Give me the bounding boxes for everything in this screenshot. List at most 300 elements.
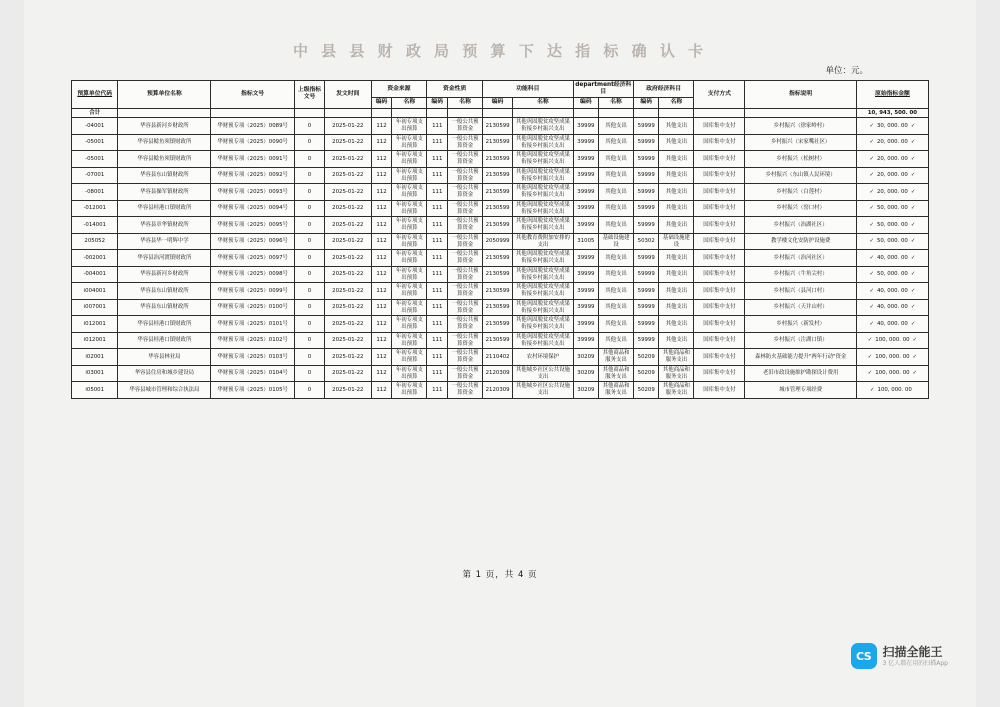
fund-source-code: 112 [371,217,392,234]
fund-source-code: 112 [371,184,392,201]
issue-date: 2025-01-22 [325,299,371,316]
dept-code: 39999 [573,151,599,168]
issue-date: 2025-01-22 [325,349,371,366]
upper-indicator-no: 0 [294,316,324,333]
amount-value: 40, 000. 00 [877,287,908,294]
fund-nature-code: 111 [427,266,448,283]
dept-name: 其他支出 [599,217,634,234]
check-mark-icon-left: ✓ [869,188,874,195]
unit-name: 华容县新河乡财政所 [118,266,211,283]
unit-note: 单位：元。 [825,66,868,76]
unit-name: 华容县鲶鱼须镇财政所 [118,134,211,151]
func-code: 2130599 [483,167,513,184]
payment-method: 国库集中支付 [694,118,745,135]
indicator-desc: 森林防火基础能力提升"两年行动"资金 [745,349,856,366]
unit-code: -05001 [72,134,118,151]
issue-date: 2025-01-22 [325,250,371,267]
total-row [72,108,929,118]
amount-value: 30, 000. 00 [877,122,908,129]
unit-code: -04001 [72,118,118,135]
check-mark-icon-left: ✓ [869,287,874,294]
func-code: 2130599 [483,266,513,283]
gov-code: 59999 [633,299,659,316]
func-name: 农村环境保护 [513,349,573,366]
original-amount [856,299,928,316]
fund-source-code: 112 [371,365,392,382]
issue-date: 2025-01-22 [325,233,371,250]
gov-name: 其他支出 [659,200,694,217]
fund-nature-name: 一般公共预算资金 [448,299,483,316]
fund-source-name: 年初专项支出预算 [392,151,427,168]
dept-code: 39999 [573,299,599,316]
issue-date: 2025-01-22 [325,217,371,234]
th-dept-code: 编码 [573,98,599,108]
unit-code: i007001 [72,299,118,316]
unit-name: 华容县桂港口镇财政所 [118,316,211,333]
func-code: 2120309 [483,382,513,399]
func-name: 其他巩固脱贫攻坚成果衔接乡村振兴支出 [513,151,573,168]
gov-name: 其他商品和服务支出 [659,349,694,366]
issue-date: 2025-01-22 [325,266,371,283]
fund-nature-code: 111 [427,217,448,234]
upper-indicator-no: 0 [294,266,324,283]
total-label: 合计 [72,108,118,118]
indicator-no: 华财预专项（2025）0103号 [211,349,295,366]
fund-source-code: 112 [371,283,392,300]
dept-name: 其他支出 [599,118,634,135]
unit-code: -08001 [72,184,118,201]
func-code: 2130599 [483,299,513,316]
original-amount [856,283,928,300]
original-amount [856,167,928,184]
th-fund-source-code: 编码 [371,98,392,108]
unit-name: 华容县华一明辉中学 [118,233,211,250]
issue-date: 2025-01-22 [325,283,371,300]
th-upper-indicator-no: 上级指标文号 [294,81,324,109]
dept-code: 31005 [573,233,599,250]
fund-source-name: 年初专项支出预算 [392,217,427,234]
func-code: 2050999 [483,233,513,250]
amount-value: 20, 000. 00 [877,188,908,195]
unit-name: 华容县林业局 [118,349,211,366]
fund-source-code: 112 [371,118,392,135]
func-code: 2110402 [483,349,513,366]
check-mark-icon-right: ✓ [910,287,916,294]
fund-source-name: 年初专项支出预算 [392,167,427,184]
gov-code: 50209 [633,349,659,366]
table-row [72,217,929,234]
check-mark-icon-left: ✓ [869,122,874,129]
unit-name: 华容县操军镇财政所 [118,184,211,201]
unit-code: i03001 [72,365,118,382]
table-row [72,200,929,217]
dept-name: 其他支出 [599,200,634,217]
fund-source-name: 年初专项支出预算 [392,184,427,201]
gov-code: 59999 [633,266,659,283]
upper-indicator-no: 0 [294,349,324,366]
indicator-no: 华财预专项（2025）0091号 [211,151,295,168]
table-row [72,349,929,366]
fund-source-name: 年初专项支出预算 [392,316,427,333]
dept-name: 其他支出 [599,266,634,283]
amount-value: 20, 000. 00 [877,172,908,179]
check-mark-icon-right: ✓ [910,271,916,278]
fund-nature-code: 111 [427,250,448,267]
unit-name: 华容县东山镇财政所 [118,167,211,184]
check-mark-icon-left: ✓ [869,155,874,162]
fund-nature-code: 111 [427,283,448,300]
amount-value: 100, 000. 00 [875,370,910,377]
fund-source-code: 112 [371,233,392,250]
dept-code: 39999 [573,134,599,151]
original-amount [856,332,928,349]
dept-code: 39999 [573,316,599,333]
check-mark-icon-right: ✓ [910,205,916,212]
func-name: 其他城乡社区公共设施支出 [513,365,573,382]
unit-name: 华容县章华镇财政所 [118,217,211,234]
fund-nature-code: 111 [427,299,448,316]
gov-code: 59999 [633,118,659,135]
issue-date: 2025-01-22 [325,151,371,168]
table-row [72,365,929,382]
fund-source-code: 112 [371,349,392,366]
gov-name: 其他支出 [659,283,694,300]
dept-name: 其他商品和服务支出 [599,365,634,382]
indicator-no: 华财预专项（2025）0098号 [211,266,295,283]
camscanner-logo-icon: CS [851,643,877,669]
gov-code: 59999 [633,283,659,300]
upper-indicator-no: 0 [294,200,324,217]
original-amount [856,266,928,283]
table-row [72,316,929,333]
func-name: 其他巩固脱贫攻坚成果衔接乡村振兴支出 [513,283,573,300]
unit-code: i05001 [72,382,118,399]
th-budget-unit-name: 预算单位名称 [118,81,211,109]
unit-name: 华容县新河乡财政所 [118,118,211,135]
func-name: 其他教育费附加安排的支出 [513,233,573,250]
upper-indicator-no: 0 [294,365,324,382]
check-mark-icon-left: ✓ [867,353,873,360]
gov-name: 其他支出 [659,266,694,283]
fund-nature-name: 一般公共预算资金 [448,316,483,333]
unit-name: 华容县鲶鱼须镇财政所 [118,151,211,168]
unit-name: 华容县住房和城乡建设局 [118,365,211,382]
amount-value: 40, 000. 00 [877,304,908,311]
func-name: 其他巩固脱贫攻坚成果衔接乡村振兴支出 [513,316,573,333]
dept-code: 39999 [573,332,599,349]
fund-nature-name: 一般公共预算资金 [448,200,483,217]
unit-name: 华容县桂港口镇财政所 [118,332,211,349]
dept-name: 基础设施建设 [599,233,634,250]
payment-method: 国库集中支付 [694,382,745,399]
fund-nature-name: 一般公共预算资金 [448,134,483,151]
upper-indicator-no: 0 [294,382,324,399]
fund-nature-name: 一般公共预算资金 [448,266,483,283]
th-issue-date: 发文时间 [325,81,371,109]
dept-code: 30209 [573,382,599,399]
th-indicator-desc: 指标说明 [745,81,856,109]
dept-code: 39999 [573,266,599,283]
indicator-no: 华财预专项（2025）0102号 [211,332,295,349]
indicator-no: 华财预专项（2025）0089号 [211,118,295,135]
indicator-desc: 乡村振兴（宋家嘴社区） [745,134,856,151]
func-code: 2130599 [483,332,513,349]
gov-name: 其他支出 [659,316,694,333]
fund-source-name: 年初专项支出预算 [392,283,427,300]
dept-code: 39999 [573,167,599,184]
original-amount [856,316,928,333]
check-mark-icon-left: ✓ [870,386,875,393]
th-functional-subject: 功能科目 [483,81,574,98]
indicator-no: 华财预专项（2025）0099号 [211,283,295,300]
payment-method: 国库集中支付 [694,233,745,250]
unit-code: i004001 [72,283,118,300]
check-mark-icon-left: ✓ [867,337,873,344]
fund-nature-name: 一般公共预算资金 [448,151,483,168]
th-gov-name: 名称 [659,98,694,108]
issue-date: 2025-01-22 [325,184,371,201]
check-mark-icon-left: ✓ [869,254,874,261]
table-row [72,184,929,201]
fund-nature-code: 111 [427,200,448,217]
dept-name: 其他商品和服务支出 [599,382,634,399]
total-amount: 10, 943, 500. 00 [856,108,928,118]
gov-code: 59999 [633,167,659,184]
gov-name: 其他商品和服务支出 [659,382,694,399]
check-mark-icon-right: ✓ [910,254,916,261]
gov-code: 50302 [633,233,659,250]
fund-nature-name: 一般公共预算资金 [448,332,483,349]
indicator-desc: 乡村振兴（治河社区） [745,250,856,267]
unit-code: -004001 [72,266,118,283]
fund-nature-code: 111 [427,134,448,151]
fund-source-name: 年初专项支出预算 [392,134,427,151]
payment-method: 国库集中支付 [694,332,745,349]
original-amount [856,349,928,366]
unit-code: -05001 [72,151,118,168]
func-name: 其他巩固脱贫攻坚成果衔接乡村振兴支出 [513,118,573,135]
amount-value: 50, 000. 00 [877,205,908,212]
gov-code: 59999 [633,332,659,349]
fund-nature-name: 一般公共预算资金 [448,167,483,184]
dept-name: 其他支出 [599,134,634,151]
dept-code: 39999 [573,200,599,217]
original-amount [856,365,928,382]
payment-method: 国库集中支付 [694,349,745,366]
check-mark-icon-left: ✓ [869,172,874,179]
original-amount [856,233,928,250]
fund-nature-name: 一般公共预算资金 [448,217,483,234]
table-head [72,81,929,109]
indicator-desc: 乡村振兴（县河口村） [745,283,856,300]
gov-code: 59999 [633,151,659,168]
fund-source-code: 112 [371,151,392,168]
gov-code: 59999 [633,184,659,201]
indicator-desc: 乡村振兴（东山镇人民环境） [745,167,856,184]
upper-indicator-no: 0 [294,118,324,135]
gov-name: 其他支出 [659,167,694,184]
func-name: 其他巩固脱贫攻坚成果衔接乡村振兴支出 [513,200,573,217]
fund-source-name: 年初专项支出预算 [392,332,427,349]
unit-code: -002001 [72,250,118,267]
fund-nature-name: 一般公共预算资金 [448,365,483,382]
upper-indicator-no: 0 [294,184,324,201]
th-fund-source: 资金来源 [371,81,427,98]
amount-value: 100, 000. 00 [877,386,912,393]
fund-nature-name: 一般公共预算资金 [448,250,483,267]
dept-code: 39999 [573,184,599,201]
amount-value: 20, 000. 00 [877,155,908,162]
amount-value: 50, 000. 00 [877,238,908,245]
th-original-amount: 原始指标金额 [856,81,928,109]
th-fund-source-name: 名称 [392,98,427,108]
header-row-1 [72,81,929,98]
issue-date: 2025-01-22 [325,332,371,349]
func-code: 2130599 [483,250,513,267]
fund-source-code: 112 [371,316,392,333]
indicator-desc: 乡村振兴（徐家岭村） [745,118,856,135]
check-mark-icon-right: ✓ [910,139,916,146]
fund-nature-name: 一般公共预算资金 [448,118,483,135]
gov-name: 其他支出 [659,151,694,168]
dept-name: 其他支出 [599,184,634,201]
fund-source-name: 年初专项支出预算 [392,233,427,250]
check-mark-icon-left: ✓ [867,370,873,377]
fund-nature-name: 一般公共预算资金 [448,233,483,250]
issue-date: 2025-01-22 [325,167,371,184]
check-mark-icon-right: ✓ [910,155,916,162]
fund-source-code: 112 [371,250,392,267]
indicator-desc: 乡村振兴（白莲村） [745,184,856,201]
indicator-desc: 城市管理专项经费 [745,382,856,399]
issue-date: 2025-01-22 [325,382,371,399]
fund-nature-name: 一般公共预算资金 [448,283,483,300]
payment-method: 国库集中支付 [694,134,745,151]
gov-name: 其他商品和服务支出 [659,365,694,382]
check-mark-icon-left: ✓ [869,304,874,311]
func-code: 2130599 [483,283,513,300]
check-mark-icon-left: ✓ [869,205,874,212]
th-func-code: 编码 [483,98,513,108]
func-code: 2130599 [483,151,513,168]
func-name: 其他巩固脱贫攻坚成果衔接乡村振兴支出 [513,332,573,349]
unit-code: -012001 [72,200,118,217]
unit-name: 华容县治河渡镇财政所 [118,250,211,267]
upper-indicator-no: 0 [294,299,324,316]
indicator-no: 华财预专项（2025）0101号 [211,316,295,333]
original-amount [856,134,928,151]
payment-method: 国库集中支付 [694,217,745,234]
unit-code: -07001 [72,167,118,184]
dept-code: 39999 [573,250,599,267]
scanned-sheet [24,0,976,707]
fund-source-name: 年初专项支出预算 [392,365,427,382]
fund-source-name: 年初专项支出预算 [392,118,427,135]
amount-value: 40, 000. 00 [877,320,908,327]
check-mark-icon-right: ✓ [910,304,916,311]
dept-code: 39999 [573,118,599,135]
check-mark-icon-left: ✓ [869,139,874,146]
th-payment-method: 支付方式 [694,81,745,109]
page-title: 中 县 县 财 政 局 预 算 下 达 指 标 确 认 卡 [292,42,708,60]
gov-code: 59999 [633,200,659,217]
gov-code: 50209 [633,382,659,399]
gov-name: 其他支出 [659,184,694,201]
watermark-subtitle: 3 亿人都在用的扫描App [882,659,948,667]
check-mark-icon-right: ✓ [912,370,918,377]
dept-name: 其他支出 [599,283,634,300]
upper-indicator-no: 0 [294,233,324,250]
fund-nature-code: 111 [427,233,448,250]
unit-code: i012001 [72,332,118,349]
payment-method: 国库集中支付 [694,283,745,300]
func-name: 其他巩固脱贫攻坚成果衔接乡村振兴支出 [513,134,573,151]
dept-name: 其他支出 [599,250,634,267]
check-mark-icon-right: ✓ [912,337,918,344]
dept-code: 39999 [573,283,599,300]
amount-value: 20, 000. 00 [877,139,908,146]
original-amount [856,382,928,399]
func-name: 其他巩固脱贫攻坚成果衔接乡村振兴支出 [513,250,573,267]
original-amount [856,217,928,234]
check-mark-icon-left: ✓ [869,271,874,278]
func-code: 2130599 [483,217,513,234]
check-mark-icon-right: ✓ [910,320,916,327]
gov-name: 其他支出 [659,332,694,349]
payment-method: 国库集中支付 [694,365,745,382]
check-mark-icon-right: ✓ [910,172,916,179]
dept-code: 30209 [573,365,599,382]
fund-nature-code: 111 [427,316,448,333]
payment-method: 国库集中支付 [694,266,745,283]
gov-name: 其他支出 [659,134,694,151]
fund-source-name: 年初专项支出预算 [392,200,427,217]
issue-date: 2025-01-22 [325,365,371,382]
upper-indicator-no: 0 [294,134,324,151]
gov-code: 59999 [633,250,659,267]
unit-code: 205052 [72,233,118,250]
check-mark-icon-left: ✓ [869,221,874,228]
fund-source-code: 112 [371,266,392,283]
payment-method: 国库集中支付 [694,200,745,217]
fund-source-code: 112 [371,299,392,316]
func-code: 2130599 [483,118,513,135]
table-row [72,250,929,267]
fund-nature-code: 111 [427,349,448,366]
budget-indicator-table [71,80,929,399]
table-row [72,382,929,399]
unit-code: i02001 [72,349,118,366]
check-mark-icon-right: ✓ [910,221,916,228]
indicator-desc: 乡村振兴（窑口村） [745,200,856,217]
original-amount [856,118,928,135]
indicator-desc: 教学楼文化安防护设施费 [745,233,856,250]
gov-name: 其他支出 [659,217,694,234]
watermark-title: 扫描全能王 [882,644,943,659]
th-fund-nature-name: 名称 [448,98,483,108]
payment-method: 国库集中支付 [694,299,745,316]
indicator-no: 华财预专项（2025）0094号 [211,200,295,217]
gov-name: 基础设施建设 [659,233,694,250]
gov-name: 其他支出 [659,250,694,267]
payment-method: 国库集中支付 [694,250,745,267]
table-row [72,167,929,184]
payment-method: 国库集中支付 [694,184,745,201]
payment-method: 国库集中支付 [694,151,745,168]
issue-date: 2025-01-22 [325,200,371,217]
dept-name: 其他支出 [599,151,634,168]
fund-nature-code: 111 [427,118,448,135]
